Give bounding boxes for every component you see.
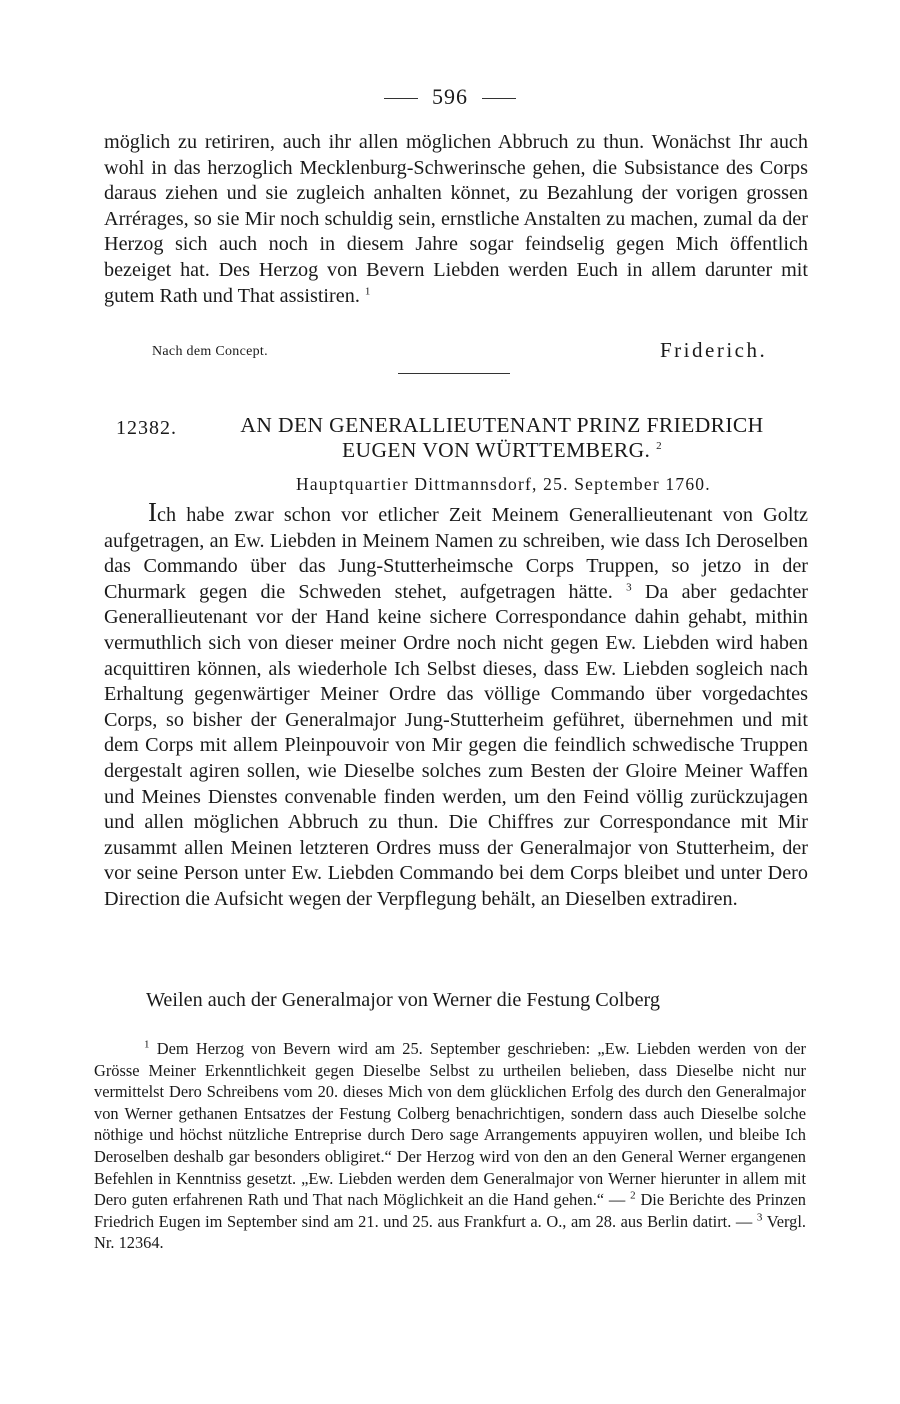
dateline: Hauptquartier Dittmannsdorf, 25. September 1760. (296, 474, 711, 494)
page-number-dash-left (384, 98, 418, 99)
letter-paragraph-2: Weilen auch der Generalmajor von Werner die Festung Colberg (146, 989, 660, 1011)
letter-paragraph-1 (104, 497, 809, 913)
initial-letter: I (148, 497, 157, 527)
footnote-mark: 1 (144, 1038, 150, 1051)
footnote-mark: 2 (656, 439, 662, 452)
heading-text: AN DEN GENERALLIEUTENANT PRINZ FRIEDRICH EUGEN VON WÜRTTEMBERG. (240, 413, 764, 462)
footnotes (94, 1038, 806, 1254)
footnote-mark: 3 (756, 1211, 763, 1224)
signature: Friderich. (660, 338, 768, 362)
paragraph-text: ch habe zwar schon vor etlicher Zeit Meinem Generallieutenant von Goltz aufgetragen, an Ew. Liebden in Meinem Namen zu schreiben, wie dass Ich Deroselben das Commando über das Jung-Stutterheimsche Corps Truppen, so jetzo in der Churmark gegen die Schweden stehet, aufgetragen hätte. (104, 504, 808, 603)
footnote-1-text: Dem Herzog von Bevern wird am 25. September geschrieben: „Ew. Liebden werden von der Grösse Meiner Erkenntlichkeit gegen Dieselbe Selbst zu urtheilen belieben, dass Dieselbe nicht nur vermittelst Dero Schreibens vom 20. dieses Mich von dem glücklichen Erfolg des durch den Generalmajor von Werner gethanen Entsatzes der Festung Colberg benachrichtigen, sondern dass auch Dieselbe solche nöthige und höchst nützliche Entreprise durch Dero sage Arrangements appuyiren wollen, und bleibe Ich Deroselben deshalb gar besonders obligiret.“ Der Herzog wird von den an den General Werner ergangenen Befehlen in Kenntniss gesetzt. „Ew. Liebden werden dem Generalmajor von Werner hierunter in allem mit Dero guten erfahrenen Rath und That nach Möglichkeit an die Hand gehen.“ — (94, 1039, 806, 1210)
footnote-mark: 3 (626, 581, 632, 594)
footnote-mark: 2 (630, 1189, 636, 1202)
page-number (0, 84, 900, 110)
continuation-paragraph (104, 130, 808, 309)
document-number: 12382. (116, 417, 177, 439)
letter-heading (206, 413, 798, 463)
concept-note: Nach dem Concept. (152, 344, 268, 359)
footnote-mark: 1 (364, 284, 371, 297)
continuation-text: möglich zu retiriren, auch ihr allen möglichen Abbruch zu thun. Wonächst Ihr auch wohl in das herzoglich Mecklenburg-Schwerinsche gehen, die Subsistance des Corps daraus ziehen und sie zugleich anhalten könnet, zu Bezahlung der vorigen grossen Arrérages, so sie Mir noch schuldig sein, ernstliche Anstalten zu machen, zumal da der Herzog sich auch noch in diesem Jahre sogar feindselig gegen Mich öffentlich bezeiget hat. Des Herzog von Bevern Liebden werden Euch in allem darunter mit gutem Rath und That assistiren. (104, 131, 808, 307)
footnote-3-text: Vergl. Nr. 12364. (94, 1211, 806, 1253)
page-number-dash-right (482, 98, 516, 99)
section-separator (398, 373, 510, 374)
footnote-2-text: Die Berichte des Prinzen Friedrich Eugen im September sind am 21. und 25. aus Frankfurt a. O., am 28. aus Berlin datirt. — (94, 1190, 806, 1231)
paragraph-text: Da aber gedachter Generallieutenant vor der Hand keine sichere Correspondance dahin gehabt, mithin vermuthlich sich von dieser meiner Ordre noch nicht gegen Ew. Liebden wird haben acquittiren können, als wiederhole Ich Selbst dieses, dass Ew. Liebden sogleich nach Erhaltung gegenwärtiger Meiner Ordre das völlige Commando über vorgedachtes Corps, so bisher der Generalmajor Jung-Stutterheim geführet, übernehmen und mit dem Corps mit allem Pleinpouvoir von Mir gegen die feindlich schwedische Truppen dergestalt agiren sollen, wie Dieselbe solches zum Besten der Gloire Meiner Waffen und Meines Dienstes convenable finden werden, um den Feind völlig zurückzujagen und allen möglichen Abbruch zu thun. Die Chiffres zur Correspondance mit Mir zusammt allen Meinen letzteren Ordres muss der Generalmajor von Stutterheim, der vor seine Person unter Ew. Liebden Commando bei dem Corps bleibet und unter Dero Direction die Aufsicht wegen der Verpflegung behält, an Dieselben extradiren. (104, 580, 809, 910)
page-number-text: 596 (432, 84, 468, 109)
